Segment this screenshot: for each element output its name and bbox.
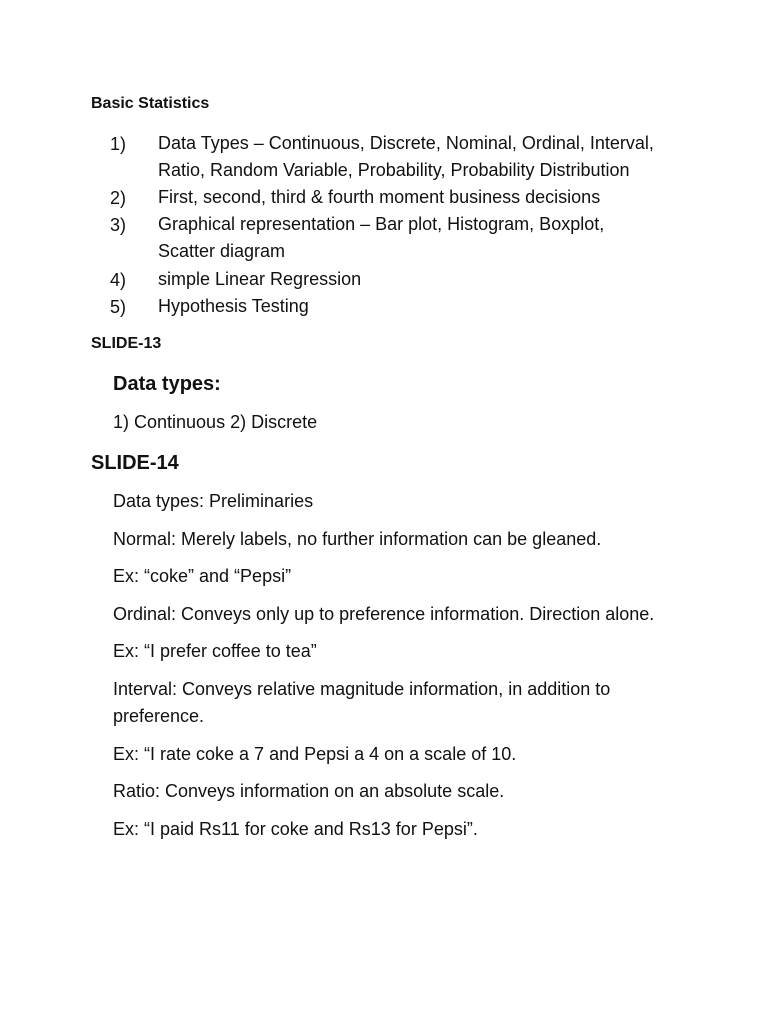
paragraph: Ex: “I paid Rs11 for coke and Rs13 for Pepsi”. [113, 819, 478, 839]
section-heading: Basic Statistics [91, 95, 210, 112]
paragraph: Interval: Conveys relative magnitude information, in addition to [113, 679, 611, 699]
slide-14-label: SLIDE-14 [91, 452, 179, 474]
paragraph: preference. [113, 706, 205, 726]
list-number: 4) [110, 270, 127, 290]
paragraph: Ex: “I rate coke a 7 and Pepsi a 4 on a scale of 10. [113, 744, 517, 764]
list-item-line: Scatter diagram [158, 241, 286, 261]
paragraph: Normal: Merely labels, no further information can be gleaned. [113, 529, 602, 549]
list-item-line: Graphical representation – Bar plot, Histogram, Boxplot, [158, 214, 605, 234]
paragraph: Ex: “I prefer coffee to tea” [113, 641, 317, 661]
list-item-line: Hypothesis Testing [158, 296, 309, 316]
list-number: 3) [110, 215, 127, 235]
list-item-line: Ratio, Random Variable, Probability, Probability Distribution [158, 160, 630, 180]
slide-13-label: SLIDE-13 [91, 335, 162, 352]
list-number: 2) [110, 188, 127, 208]
slide-13-text: 1) Continuous 2) Discrete [113, 412, 318, 432]
list-number: 1) [110, 134, 127, 154]
list-item-line: Data Types – Continuous, Discrete, Nominal, Ordinal, Interval, [158, 133, 654, 153]
list-number: 5) [110, 297, 127, 317]
paragraph: Data types: Preliminaries [113, 491, 314, 511]
paragraph: Ex: “coke” and “Pepsi” [113, 566, 292, 586]
list-item-line: simple Linear Regression [158, 269, 362, 289]
paragraph: Ratio: Conveys information on an absolute scale. [113, 781, 505, 801]
list-item-line: First, second, third & fourth moment business decisions [158, 187, 601, 207]
paragraph: Ordinal: Conveys only up to preference information. Direction alone. [113, 604, 655, 624]
slide-13-title: Data types: [113, 373, 221, 395]
